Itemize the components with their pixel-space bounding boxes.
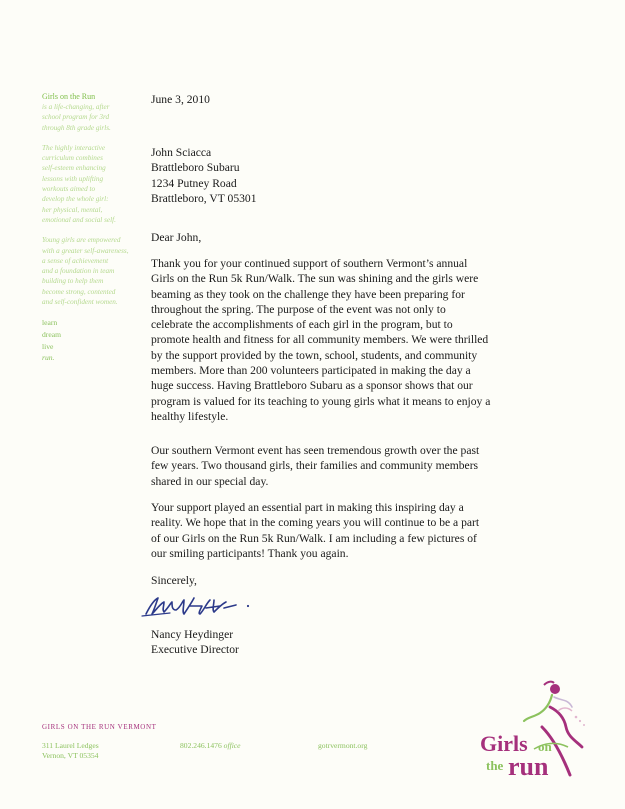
- address-line: 1234 Putney Road: [151, 176, 237, 190]
- paragraph-line: our smiling participants! Thank you again.: [151, 546, 349, 560]
- paragraph-line: celebrate the accomplishments of each girl in the program, but to: [151, 318, 453, 332]
- motto-word: run.: [42, 353, 55, 363]
- paragraph-line: throughout the spring. The purpose of the event was not only to: [151, 302, 446, 316]
- paragraph-line: by the support provided by the town, school, students, and community: [151, 348, 478, 362]
- footer-address: [42, 741, 99, 761]
- sidebar-curriculum-line: The highly interactive: [42, 143, 106, 152]
- sidebar-curriculum-line: curriculum combines: [42, 154, 103, 163]
- paragraph-1: [151, 256, 601, 424]
- sidebar-outcome-line: with a greater self-awareness,: [42, 246, 129, 255]
- sidebar-outcomes: [42, 235, 146, 307]
- salutation: Dear John,: [151, 231, 202, 244]
- logo-word-run: run: [508, 752, 549, 781]
- sidebar-intro: [42, 102, 146, 133]
- paragraph-line: healthy lifestyle.: [151, 409, 229, 423]
- recipient-address: [151, 145, 257, 206]
- signer-name: Nancy Heydinger: [151, 628, 234, 641]
- footer-website: gotrvermont.org: [318, 741, 368, 750]
- paragraph-line: reality. We hope that in the coming years you will continue to be a part: [151, 516, 480, 530]
- sidebar-curriculum-line: her physical, mental,: [42, 205, 103, 214]
- signer-block: [151, 627, 239, 658]
- paragraph-line: shared in our special day.: [151, 474, 269, 488]
- sidebar-intro-line: school program for 3rd: [42, 113, 110, 122]
- footer-phone-number: 802.246.1476: [180, 741, 222, 750]
- sidebar-curriculum-line: workouts aimed to: [42, 185, 96, 194]
- logo-word-girls: Girls: [480, 731, 528, 756]
- paragraph-2: [151, 443, 601, 489]
- paragraph-line: program is valued for its teaching to young girls what it means to enjoy a: [151, 394, 491, 408]
- sidebar-motto: [42, 317, 146, 364]
- sidebar-curriculum-line: develop the whole girl:: [42, 195, 109, 204]
- paragraph-line: Thank you for your continued support of southern Vermont’s annual: [151, 257, 468, 270]
- logo-word-the: the: [486, 758, 504, 773]
- paragraph-line: Girls on the Run 5k Run/Walk. The sun was shining and the girls were: [151, 272, 479, 286]
- paragraph-3: [151, 500, 601, 561]
- sidebar-outcome-line: and a foundation in team: [42, 267, 115, 276]
- paragraph-line: huge success. Having Brattleboro Subaru as a sponsor shows that our: [151, 379, 473, 393]
- girls-on-the-run-logo: [472, 677, 597, 787]
- closing: Sincerely,: [151, 574, 197, 587]
- handwritten-signature: [140, 592, 260, 620]
- footer-org-name: GIRLS ON THE RUN VERMONT: [42, 723, 157, 731]
- sidebar-curriculum-line: self-esteem enhancing: [42, 164, 106, 173]
- sidebar-outcome-line: Young girls are empowered: [42, 236, 121, 245]
- paragraph-line: Our southern Vermont event has seen tremendous growth over the past: [151, 444, 480, 457]
- signer-title: Executive Director: [151, 643, 239, 657]
- footer-phone: [180, 741, 241, 750]
- motto-word: live: [42, 341, 54, 351]
- sidebar-outcome-line: a sense of achievement: [42, 256, 109, 265]
- sidebar-curriculum: [42, 143, 146, 225]
- motto-word: dream: [42, 330, 61, 340]
- letter-date: June 3, 2010: [151, 93, 210, 106]
- paragraph-line: promote health and fitness for all community members. We were thrilled: [151, 333, 489, 347]
- sidebar: [42, 92, 146, 364]
- paragraph-line: of our Girls on the Run 5k Run/Walk. I am including a few pictures of: [151, 531, 477, 545]
- sidebar-outcome-line: become strong, contented: [42, 287, 116, 296]
- address-line: Brattleboro, VT 05301: [151, 191, 257, 205]
- sidebar-curriculum-line: lessons with uplifting: [42, 174, 104, 183]
- address-line: John Sciacca: [151, 146, 212, 159]
- logo-word-on: on: [538, 739, 552, 754]
- paragraph-line: beaming as they took on the challenge they have been preparing for: [151, 287, 465, 301]
- paragraph-line: members. More than 200 volunteers participated in making the day a: [151, 364, 471, 378]
- paragraph-line: Your support played an essential part in making this inspiring day a: [151, 501, 464, 514]
- footer-address-line: 311 Laurel Ledges: [42, 741, 99, 750]
- paragraph-line: few years. Two thousand girls, their families and community members: [151, 459, 479, 473]
- footer-address-line: Vernon, VT 05354: [42, 751, 99, 760]
- footer-phone-suffix: office: [223, 741, 241, 750]
- sidebar-outcome-line: and self-confident women.: [42, 298, 118, 307]
- sidebar-intro-line: through 8th grade girls.: [42, 123, 111, 132]
- sidebar-outcome-line: building to help them: [42, 277, 104, 286]
- sidebar-intro-line: is a life-changing, after: [42, 103, 110, 111]
- sidebar-curriculum-line: emotional and social self.: [42, 215, 116, 224]
- address-line: Brattleboro Subaru: [151, 161, 240, 175]
- sidebar-title: Girls on the Run: [42, 92, 96, 101]
- motto-word: learn: [42, 318, 58, 328]
